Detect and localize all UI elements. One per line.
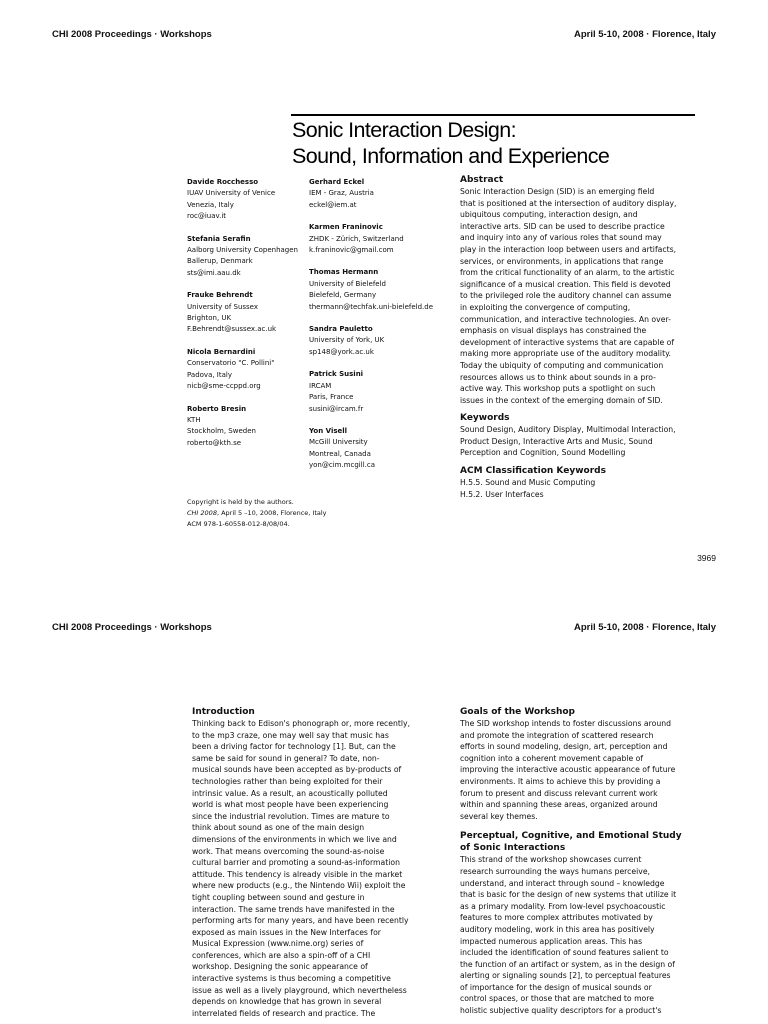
text-line: alerting or signaling sounds [2], to perceptual features [460, 971, 671, 981]
text-line: interactive systems is thus becoming a competitive [192, 974, 391, 984]
author-name: Thomas Hermann [309, 268, 379, 277]
author-block [187, 290, 307, 336]
page-number: 3969 [697, 553, 716, 563]
text-line: depends on knowledge that has grown in several [192, 997, 382, 1007]
text-line: within and spanning these areas, organized around [460, 800, 658, 810]
author-affiliation: Aalborg University Copenhagen [187, 246, 298, 255]
author-name: Sandra Pauletto [309, 325, 373, 334]
text-line: in exploiting the convergence of computing, [460, 302, 631, 312]
text-line: from the critical functionality of an alarm, to the artistic [460, 268, 675, 278]
author-location: Ballerup, Denmark [187, 257, 253, 266]
page2-header-right: April 5-10, 2008 · Florence, Italy [573, 622, 716, 633]
page1-header-left: CHI 2008 Proceedings · Workshops [52, 29, 212, 40]
text-line: This strand of the workshop showcases current [460, 855, 642, 865]
text-line: Thinking back to Edison's phonograph or, more recently, [192, 719, 411, 728]
author-location: Stockholm, Sweden [187, 427, 256, 436]
author-block [309, 324, 449, 358]
perceptual-study-body [460, 854, 720, 1016]
text-line: resources allows us to think about sounds in a pro- [460, 372, 656, 382]
text-line: same be said for sound in general? To date, non- [192, 753, 380, 763]
text-line: significance of a musical creation. This field is devoted [460, 279, 671, 289]
introduction-section [192, 706, 437, 1019]
author-affiliation: University of York, UK [309, 336, 385, 345]
text-line: included the identification of sound features salient to [460, 948, 669, 958]
text-line: since the industrial revolution. Times are mature to [192, 811, 390, 821]
author-email[interactable]: sp148@york.ac.uk [309, 347, 374, 356]
text-line: impacted numerous application areas. This has [460, 936, 643, 946]
perceptual-study-heading-line-1: Perceptual, Cognitive, and Emotional Study [460, 831, 682, 842]
introduction-body [192, 718, 437, 1019]
author-email[interactable]: susini@ircam.fr [309, 404, 364, 413]
author-email[interactable]: k.franinovic@gmail.com [309, 246, 394, 255]
author-name: Yon Visell [309, 426, 348, 435]
text-line: where new products (e.g., the Nintendo Wii) exploit the [192, 881, 406, 891]
perceptual-study-heading [460, 830, 720, 854]
text-line: to the privileged role the auditory channel can assume [460, 291, 672, 301]
page1-header-right: April 5-10, 2008 · Florence, Italy [573, 29, 716, 40]
text-line: forum to present and discuss relevant current work [460, 788, 658, 798]
text-line: play in the interaction loop between users and artifacts, [460, 244, 677, 254]
text-line: communication, and interactive technologies. An over- [460, 314, 671, 324]
copyright-notice [187, 497, 327, 530]
conference-dates: , April 5 –10, 2008, Florence, Italy [216, 509, 327, 517]
author-email[interactable]: F.Behrendt@sussex.ac.uk [187, 325, 277, 334]
introduction-heading: Introduction [192, 707, 255, 717]
author-block [309, 426, 449, 472]
text-line: and promote the integration of scattered research [460, 730, 654, 740]
text-line: of importance for the design of musical sounds or [460, 982, 652, 992]
text-line: efforts in sound modeling, design, art, perception and [460, 742, 668, 752]
text-line: issue as well as a lively playground, which nevertheless [192, 985, 407, 995]
author-name: Stefania Serafin [187, 234, 251, 243]
text-line: Musical Expression (www.nime.org) series of [192, 939, 364, 949]
author-block [309, 267, 449, 313]
text-line: H.5.5. Sound and Music Computing [460, 478, 596, 488]
author-block [309, 177, 449, 211]
text-line: that is positioned at the intersection of auditory display, [460, 198, 677, 208]
author-location: Montreal, Canada [309, 449, 371, 458]
text-line: H.5.2. User Interfaces [460, 489, 544, 499]
text-line: workshop. Designing the sonic appearance of [192, 962, 368, 972]
author-affiliation: IRCAM [309, 381, 332, 390]
text-line: Perception and Cognition, Sound Modelling [460, 448, 626, 458]
text-line: features to more complex attributes motivated by [460, 913, 653, 923]
author-block [309, 369, 449, 415]
author-email[interactable]: sts@imi.aau.dk [187, 268, 241, 277]
text-line: environments. It aims to achieve this by providing a [460, 776, 661, 786]
text-line: tight coupling between sound and gesture in [192, 892, 365, 902]
text-line: interactive arts. SID can be used to describe practice [460, 221, 665, 231]
author-email[interactable]: yon@cim.mcgill.ca [309, 461, 376, 470]
text-line: active way. This workshop puts a spotlight on such [460, 384, 656, 394]
goals-section [460, 706, 720, 1017]
author-email[interactable]: roc@iuav.it [187, 212, 227, 221]
author-name: Gerhard Eckel [309, 178, 365, 186]
author-email[interactable]: roberto@kth.se [187, 438, 242, 447]
author-location: Venezia, Italy [187, 200, 234, 209]
author-affiliation: University of Sussex [187, 302, 259, 311]
author-email[interactable]: eckel@iem.at [309, 200, 357, 209]
author-block [187, 234, 307, 280]
text-line: holistic subjective quality descriptors for a product's [460, 1006, 662, 1016]
text-line: Sound Design, Auditory Display, Multimodal Interaction, [460, 425, 676, 435]
author-affiliation: IEM - Graz, Austria [309, 189, 374, 198]
author-block [187, 347, 307, 393]
author-name: Frauke Behrendt [187, 291, 253, 300]
author-name: Nicola Bernardini [187, 347, 256, 356]
text-line: musical sounds have been accepted as by-products of [192, 765, 402, 775]
author-block [309, 222, 449, 256]
text-line: to the mp3 craze, one may well say that music has [192, 730, 389, 740]
author-affiliation: ZHDK - Zürich, Switzerland [309, 234, 404, 243]
text-line: improving the interactive acoustic appearance of future [460, 765, 676, 775]
paper-title [292, 117, 609, 169]
text-line: as a primary modality. From low-level psychoacoustic [460, 901, 666, 911]
author-affiliation: McGill University [309, 438, 368, 447]
copyright-line: Copyright is held by the authors. [187, 498, 294, 506]
text-line: cultural barrier and promoting a sound-as-information [192, 858, 400, 868]
text-line: and inquiry into any of various roles that sound may [460, 233, 662, 243]
author-name: Roberto Bresin [187, 404, 247, 413]
text-line: auditory modeling, work in this area has positively [460, 924, 655, 934]
text-line: technologies rather than being exploited for their [192, 776, 383, 786]
page2-header-left: CHI 2008 Proceedings · Workshops [52, 622, 212, 633]
text-line: Today the ubiquity of computing and communication [460, 360, 664, 370]
author-email[interactable]: thermann@techfak.uni-bielefeld.de [309, 302, 434, 311]
perceptual-study-heading-line-2: of Sonic Interactions [460, 843, 566, 854]
text-line: Sonic Interaction Design (SID) is an emerging field [460, 187, 655, 196]
text-line: the function of an artifact or system, as in the design of [460, 959, 675, 969]
text-line: Product Design, Interactive Arts and Music, Sound [460, 436, 653, 446]
text-line: that is basic for the design of new systems that utilize it [460, 890, 677, 900]
text-line: dimensions of the environments in which we live and [192, 834, 397, 844]
text-line: think about sound as one of the main design [192, 823, 365, 833]
text-line: world is what most people have been experiencing [192, 800, 389, 810]
text-line: cognition into a coherent movement capable of [460, 753, 644, 763]
text-line: intrinsic value. As a result, an acoustically polluted [192, 788, 388, 798]
author-block [187, 177, 307, 223]
author-email[interactable]: nicb@sme-ccppd.org [187, 382, 261, 391]
keywords-body [460, 424, 720, 459]
title-rule [291, 114, 695, 116]
abstract-section [460, 174, 720, 500]
text-line: interrelated fields of research and practice. The [192, 1008, 376, 1018]
paper-title-line-1: Sonic Interaction Design: [292, 118, 517, 142]
paper-title-line-2: Sound, Information and Experience [292, 144, 610, 168]
author-affiliation: University of Bielefeld [309, 279, 386, 288]
text-line: emphasis on visual displays has constrained the [460, 326, 647, 336]
author-location: Brighton, UK [187, 314, 232, 323]
text-line: attitude. This tendency is already visible in the market [192, 869, 403, 879]
author-name: Karmen Franinovic [309, 223, 383, 232]
goals-heading: Goals of the Workshop [460, 707, 576, 717]
author-location: Padova, Italy [187, 370, 232, 379]
copyright-conference-line [187, 508, 327, 519]
acm-classification-heading: ACM Classification Keywords [460, 466, 606, 477]
text-line: several key themes. [460, 811, 538, 821]
author-name: Patrick Susini [309, 370, 364, 379]
text-line: conferences, which are also a spin-off of a CHI [192, 950, 371, 960]
text-line: work. That means overcoming the sound-as-noise [192, 846, 385, 856]
abstract-body [460, 186, 720, 406]
text-line: issues in the context of the emerging domain of SID. [460, 395, 663, 405]
abstract-heading: Abstract [460, 175, 504, 185]
copyright-isbn: ACM 978-1-60558-012-8/08/04. [187, 520, 290, 528]
text-line: ubiquitous computing, interaction design, and [460, 210, 638, 220]
text-line: understand, and interact through sound – knowledge [460, 878, 665, 888]
author-affiliation: IUAV University of Venice [187, 189, 276, 198]
author-affiliation: KTH [187, 415, 201, 424]
text-line: making more appropriate use of the auditory modality. [460, 349, 671, 359]
text-line: The SID workshop intends to foster discussions around [460, 719, 671, 728]
text-line: performing arts for many years, and have been recently [192, 916, 409, 926]
author-location: Bielefeld, Germany [309, 291, 377, 300]
author-name: Davide Rocchesso [187, 178, 259, 186]
text-line: been a driving factor for technology [1]. But, can the [192, 742, 396, 752]
text-line: exposed as main issues in the New Interfaces for [192, 927, 381, 937]
text-line: services, or environments, in applications that range [460, 256, 664, 266]
text-line: research surrounding the ways humans perceive, [460, 866, 650, 876]
author-affiliation: Conservatorio "C. Pollini" [187, 359, 275, 368]
authors-column-1 [187, 177, 307, 460]
text-line: interaction. The same trends have manifested in the [192, 904, 395, 914]
acm-classification-body [460, 477, 720, 500]
text-line: development of interactive systems that are capable of [460, 337, 675, 347]
author-block [187, 404, 307, 450]
conference-name: CHI 2008 [187, 509, 217, 517]
text-line: control spaces, or those that are matched to more [460, 994, 654, 1004]
goals-body [460, 718, 720, 822]
author-location: Paris, France [309, 393, 354, 402]
authors-column-2 [309, 177, 449, 483]
keywords-heading: Keywords [460, 413, 510, 424]
